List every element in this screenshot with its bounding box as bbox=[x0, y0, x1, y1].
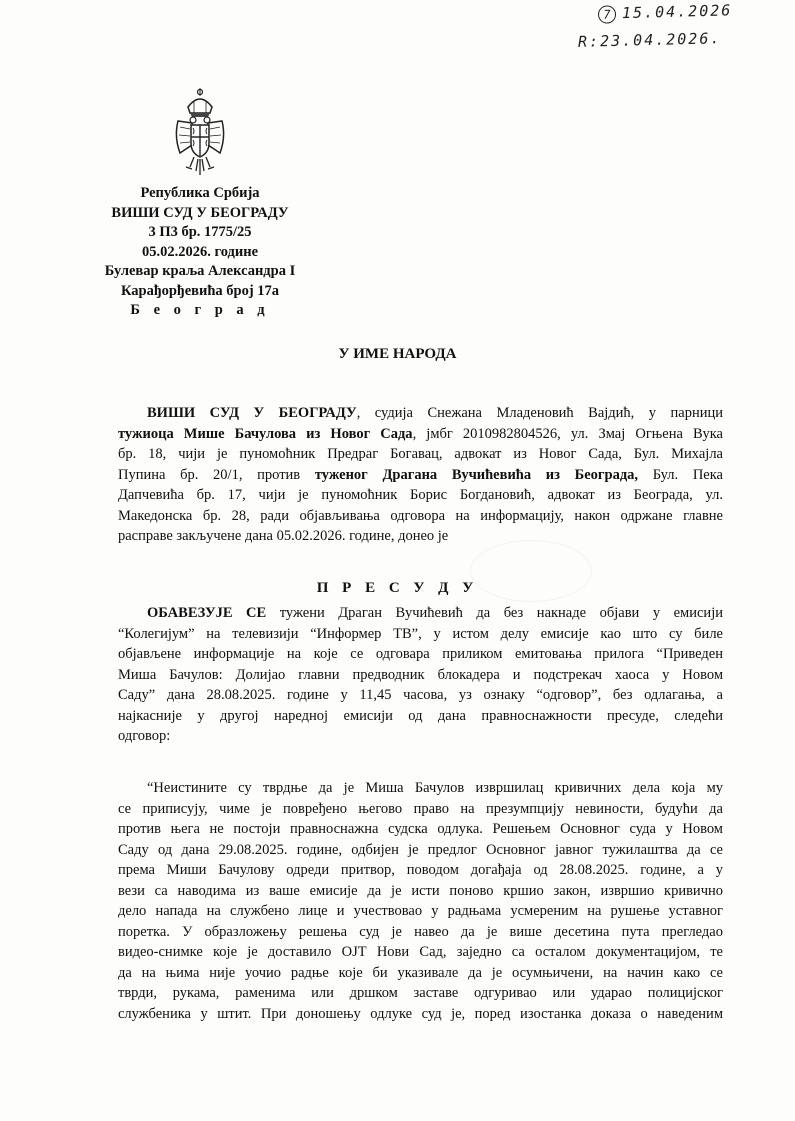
header-city: Б е о г р а д bbox=[130, 302, 270, 318]
handwritten-review-date: R:23.04.2026. bbox=[577, 29, 722, 51]
response-line: видео-снимке које је доставило ОЈТ Нови Сад, заједно са осталом документацијом, те bbox=[118, 944, 723, 960]
ruling-paragraph bbox=[118, 603, 723, 747]
response-paragraph bbox=[118, 778, 723, 1024]
header-court-name: ВИШИ СУД У БЕОГРАДУ bbox=[111, 204, 289, 221]
intro-line: бр. 18, чији је пуномоћник Предраг Богавац, адвокат из Новог Сада, Бул. Михајла bbox=[118, 446, 723, 462]
response-line: вези са наводима из ваше емисије да је исти поново кршио закон, извршио кривично bbox=[118, 882, 723, 899]
response-line: “Неистините су тврдње да је Миша Бачулов извршилац кривичних дела која му bbox=[147, 780, 723, 796]
ruling-line: најкасније у другој наредној емисији од дана правноснажности пресуде, следећи bbox=[118, 707, 723, 724]
ruling-line: објављене информације на које се одговара приликом емитовања прилога “Приведен bbox=[118, 646, 723, 662]
ruling-line: одговор: bbox=[118, 728, 171, 744]
response-line: против њега не постоји правноснажна судска одлука. Решењем Основног суда у Новом bbox=[118, 821, 723, 837]
intro-paragraph bbox=[118, 403, 723, 547]
response-line: Саду од дана 29.08.2025. године, одбијен је предлог Основног јавног тужилаштва да се bbox=[118, 841, 723, 858]
intro-line: расправе закључене дана 05.02.2026. године, донео је bbox=[118, 528, 449, 544]
response-line: службеника у штит. При доношењу одлуке суд је, поред изостанка доказа о наведеним bbox=[118, 1005, 723, 1022]
circled-number-marker: 7 bbox=[598, 5, 616, 23]
response-line: се приписују, чиме је повређено његово право на презумпцију невиности, будући да bbox=[118, 800, 723, 817]
header-street: Булевар краља Александра I bbox=[104, 263, 296, 279]
intro-line: ВИШИ СУД У БЕОГРАДУ, судија Снежана Младеновић Вајдић, у парници bbox=[147, 405, 723, 421]
header-case-number: 3 П3 бр. 1775/25 bbox=[148, 224, 252, 240]
handwritten-received-date: 7 15.04.2026 bbox=[598, 1, 733, 24]
ruling-line: ОБАВЕЗУЈЕ СЕ тужени Драган Вучићевић да без накнаде објави у емисији bbox=[147, 605, 723, 621]
heading-verdict: П Р Е С У Д У bbox=[316, 580, 479, 596]
court-header bbox=[70, 184, 330, 321]
response-line: дело напада на службено лице и учествовао у радњама усмереним на рушење уставног bbox=[118, 903, 723, 919]
response-line: да на њима није уочио радње које би указивале да је осумњичени, на начин како се bbox=[118, 964, 723, 981]
ruling-line: “Колегијум” на телевизији “Информер ТВ”, у истом делу емисије као што су биле bbox=[118, 625, 723, 642]
intro-line: Македонска бр. 28, ради објављивања одговора на информацију, након одржане главне bbox=[118, 507, 723, 524]
response-line: поретка. У образложењу решења суд је навео да је више десетина пута прегледао bbox=[118, 923, 723, 940]
response-line: тврди, рукама, раменима или дршком заставе одгуривао или ударао полицијског bbox=[118, 985, 723, 1001]
header-country: Република Србија bbox=[140, 185, 260, 201]
intro-line: тужиоца Мише Бачулова из Новог Сада, јмбг 2010982804526, ул. Змај Огњена Вука bbox=[118, 425, 723, 442]
intro-line: Дапчевића бр. 17, чији је пуномоћник Борис Богдановић, адвокат из Београда, ул. bbox=[118, 487, 723, 503]
ruling-line: Миша Бачулов: Долијао главни предводник блокадера и подстрекач хаоса у Новом bbox=[118, 666, 723, 683]
ruling-line: Саду” дана 28.08.2025. године у 11,45 часова, уз ознаку “одговор”, без одлагања, а bbox=[118, 687, 723, 703]
serbian-coat-of-arms-icon bbox=[172, 87, 228, 179]
header-street-number: Карађорђевића број 17а bbox=[120, 282, 280, 299]
header-date: 05.02.2026. године bbox=[141, 243, 259, 260]
response-line: према Миши Бачулову одреди притвор, поводом догађаја од 28.08.2025. године, а у bbox=[118, 862, 723, 878]
heading-in-the-name-of-people: У ИМЕ НАРОДА bbox=[338, 346, 457, 362]
intro-line: Пупина бр. 20/1, против туженог Драгана Вучићевића из Београда, Бул. Пека bbox=[118, 466, 723, 483]
